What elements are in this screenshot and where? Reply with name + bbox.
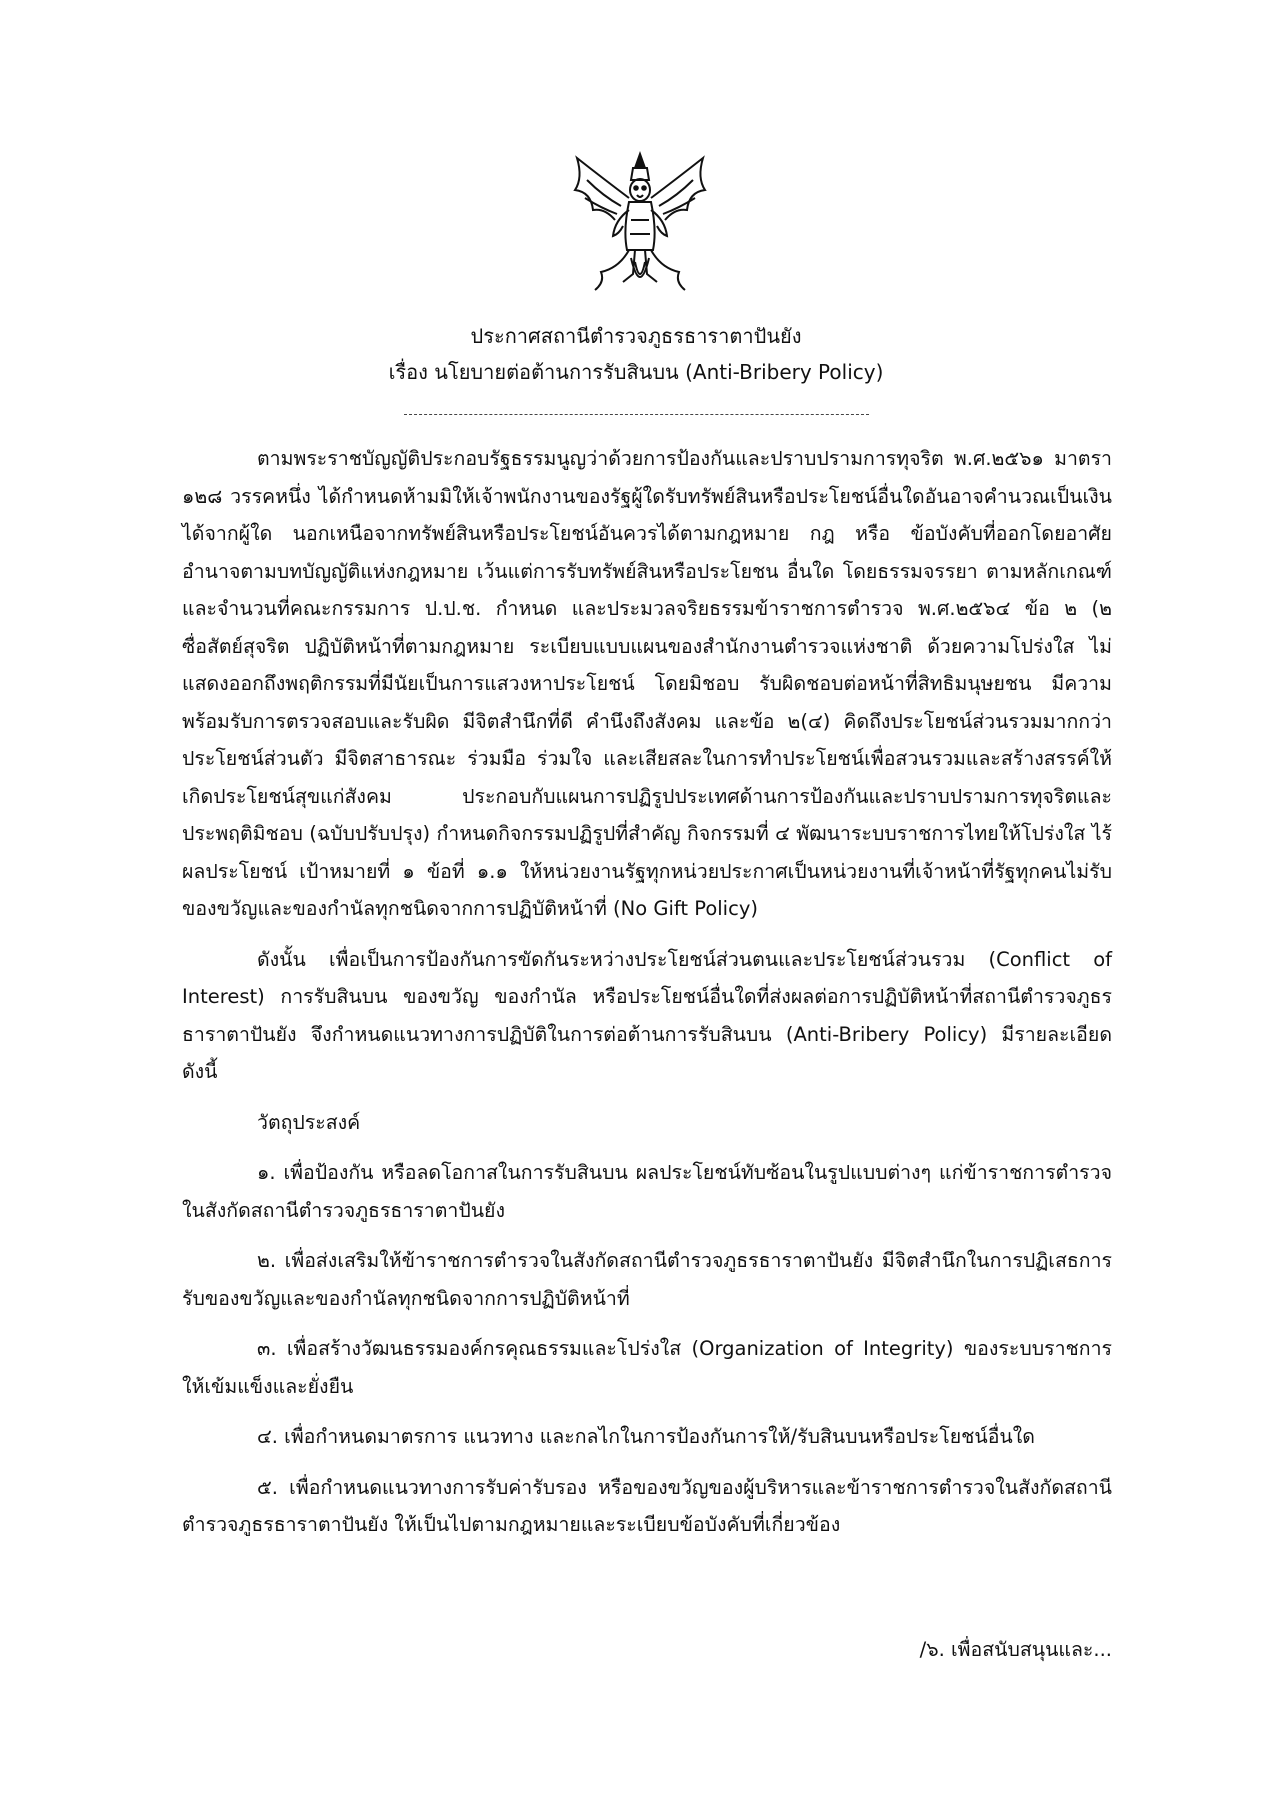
- objective-item-5: ๕. เพื่อกำหนดแนวทางการรับค่ารับรอง หรือของขวัญของผู้บริหารและข้าราชการตำรวจในสังกัดสถานีตำรวจภูธรธาราตาปันยัง ให้เป็นไปตามกฎหมายและระเบียบข้อบังคับที่เกี่ยวข้อง: [182, 1475, 1112, 1536]
- garuda-emblem-icon: [565, 150, 715, 300]
- header-divider: [404, 414, 869, 415]
- document-header: [0, 318, 1272, 426]
- objectives-heading: วัตถุประสงค์: [257, 1110, 361, 1134]
- document-body: [182, 440, 1112, 1557]
- objective-item-4: ๔. เพื่อกำหนดมาตรการ แนวทาง และกลไกในการป้องกันการให้/รับสินบนหรือประโยชน์อื่นใด: [257, 1425, 1035, 1448]
- body-paragraph-2: ดังนั้น เพื่อเป็นการป้องกันการขัดกันระหว่างประโยชน์ส่วนตนและประโยชน์ส่วนรวม (Conflict of Interest) การรับสินบน ของขวัญ ของกำนัล หรือประโยชน์อื่นใดที่ส่งผลต่อการปฏิบัติหน้าที่สถานีตำรวจภูธรธาราตาปันยัง จึงกำหนดแนวทางการปฏิบัติในการต่อต้านการรับสินบน (Anti-Bribery Policy) มีรายละเอียดดังนี้: [182, 947, 1112, 1083]
- announcement-subject: เรื่อง นโยบายต่อต้านการรับสินบน (Anti-Bribery Policy): [388, 360, 884, 384]
- objective-item-2: ๒. เพื่อส่งเสริมให้ข้าราชการตำรวจในสังกัดสถานีตำรวจภูธรธาราตาปันยัง มีจิตสำนึกในการปฏิเสธการรับของขวัญและของกำนัลทุกชนิดจากการปฏิบัติหน้าที่: [182, 1249, 1112, 1310]
- body-paragraph-1: ตามพระราชบัญญัติประกอบรัฐธรรมนูญว่าด้วยการป้องกันและปราบปรามการทุจริต พ.ศ.๒๕๖๑ มาตรา ๑๒๘ วรรคหนึ่ง ได้กำหนดห้ามมิให้เจ้าพนักงานของรัฐผู้ใดรับทรัพย์สินหรือประโยชน์อื่นใดอันอาจคำนวณเป็นเงินได้จากผู้ใด นอกเหนือจากทรัพย์สินหรือประโยชน์อันควรได้ตามกฎหมาย กฎ หรือ ข้อบังคับที่ออกโดยอาศัยอำนาจตามบทบัญญัติแห่งกฎหมาย เว้นแต่การรับทรัพย์สินหรือประโยชน อื่นใด โดยธรรมจรรยา ตามหลักเกณฑ์และจำนวนที่คณะกรรมการ ป.ป.ช. กำหนด และประมวลจริยธรรมข้าราชการตำรวจ พ.ศ.๒๕๖๔ ข้อ ๒ (๒ ซื่อสัตย์สุจริต ปฏิบัติหน้าที่ตามกฎหมาย ระเบียบแบบแผนของสำนักงานตำรวจแห่งชาติ ด้วยความโปร่งใส ไม่แสดงออกถึงพฤติกรรมที่มีนัยเป็นการแสวงหาประโยชน์ โดยมิชอบ รับผิดชอบต่อหน้าที่สิทธิมนุษยชน มีความพร้อมรับการตรวจสอบและรับผิด มีจิตสำนึกที่ดี คำนึงถึงสังคม และข้อ ๒(๔) คิดถึงประโยชน์ส่วนรวมมากกว่าประโยชน์ส่วนตัว มีจิตสาธารณะ ร่วมมือ ร่วมใจ และเสียสละในการทำประโยชน์เพื่อสวนรวมและสร้างสรรค์ให้เกิดประโยชน์สุขแก่สังคม ประกอบกับแผนการปฏิรูปประเทศด้านการป้องกันและปราบปรามการทุจริตและประพฤติมิชอบ (ฉบับปรับปรุง) กำหนดกิจกรรมปฏิรูปที่สำคัญ กิจกรรมที่ ๔ พัฒนาระบบราชการไทยให้โปร่งใส ไร้ผลประโยชน์ เป้าหมายที่ ๑ ข้อที่ ๑.๑ ให้หน่วยงานรัฐทุกหน่วยประกาศเป็นหน่วยงานที่เจ้าหน้าที่รัฐทุกคนไม่รับของขวัญและของกำนัลทุกชนิดจากการปฏิบัติหน้าที่ (No Gift Policy): [182, 447, 1112, 920]
- announcement-title: ประกาศสถานีตำรวจภูธรธาราตาปันยัง: [470, 324, 802, 348]
- objective-item-1: ๑. เพื่อป้องกัน หรือลดโอกาสในการรับสินบน ผลประโยชน์ทับซ้อนในรูปแบบต่างๆ แก่ข้าราชการตำรวจในสังกัดสถานีตำรวจภูธรธาราตาปันยัง: [182, 1161, 1112, 1222]
- objective-item-3: ๓. เพื่อสร้างวัฒนธรรมองค์กรคุณธรรมและโปร่งใส (Organization of Integrity) ของระบบราชการให้เข้มแข็งและยั่งยืน: [182, 1337, 1112, 1398]
- page-continuation: /๖. เพื่อสนับสนุนและ...: [919, 1638, 1112, 1661]
